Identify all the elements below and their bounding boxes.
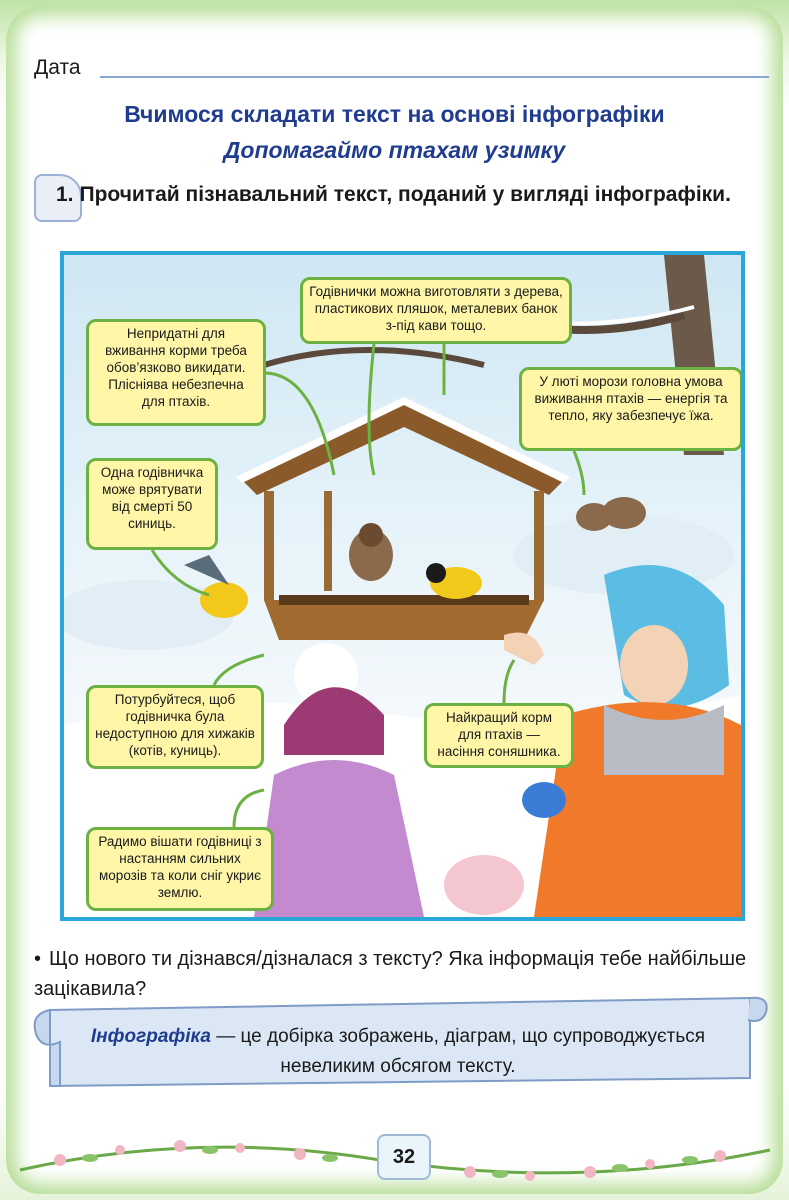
task-text: Прочитай пізнавальний текст, поданий у вигляді інфографіки. <box>79 183 731 206</box>
lesson-subtitle: Допомагаймо птахам узимку <box>223 137 566 163</box>
callout-when-to-hang: Радимо вішати годівниці з настанням сильних морозів та коли сніг укриє землю. <box>86 827 274 911</box>
date-row <box>34 56 769 86</box>
date-input-line[interactable] <box>100 76 769 78</box>
page-number: 32 <box>377 1134 431 1180</box>
callout-save-tits: Одна годівничка може врятувати від смерті 50 синиць. <box>86 458 218 550</box>
bullet-point: • <box>34 948 42 970</box>
definition-body: — це добірка зображень, діаграм, що супроводжується невеликим обсягом тексту. <box>210 1026 706 1077</box>
date-label: Дата <box>34 56 81 79</box>
callout-feeder-materials: Годівнички можна виготовляти з дерева, пластикових пляшок, металевих банок з-під кави тощо. <box>300 277 572 344</box>
boy-face <box>620 625 688 705</box>
feeder-post-left <box>264 491 274 601</box>
feeder-post-right <box>534 491 544 601</box>
callout-spoiled-food: Непридатні для вживання корми треба обов’язково викидати. Плісніява небезпечна для птахів. <box>86 319 266 426</box>
definition-text <box>88 1022 708 1082</box>
boy-hand-with-seeds <box>504 633 544 666</box>
seed-bag <box>444 855 524 915</box>
infographic-panel <box>60 251 745 921</box>
callout-best-food: Найкращий корм для птахів — насіння соняшника. <box>424 703 574 768</box>
task-instruction <box>56 180 776 210</box>
lesson-title: Вчимося складати текст на основі інфографіки <box>124 101 665 127</box>
feeder-post-middle <box>324 491 332 591</box>
callout-frost-energy: У люті морози головна умова виживання птахів — енергія та тепло, яку забезпечує їжа. <box>519 367 743 451</box>
definition-term: Інфографіка <box>90 1026 211 1047</box>
boy-mitten <box>522 782 566 818</box>
task-number: 1. <box>56 183 74 206</box>
girl-hat <box>284 687 384 755</box>
feeder-tray <box>264 600 544 640</box>
feeder-roof <box>242 405 564 495</box>
question-text: Що нового ти дізнався/дізналася з тексту? Яка інформація тебе найбільше зацікавила? <box>34 948 747 1000</box>
bird-seeds <box>279 595 529 605</box>
flying-tit-bird <box>200 582 248 618</box>
callout-predators: Потурбуйтеся, щоб годівничка була недоступною для хижаків (котів, куниць). <box>86 685 264 769</box>
